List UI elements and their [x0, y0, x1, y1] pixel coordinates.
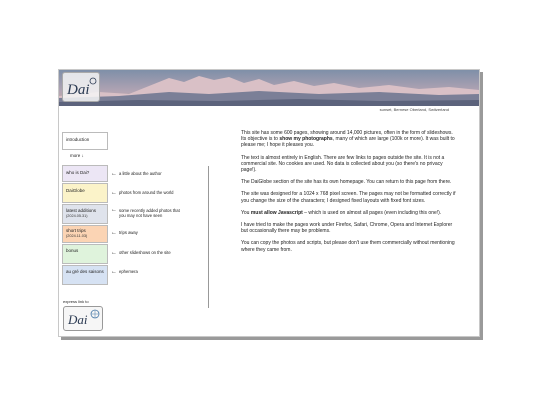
note-latest-additions-text: some recently added photos that you may not have seen: [119, 208, 180, 218]
para-overview-emphasis: show my photographs: [279, 136, 333, 143]
para-javascript-emphasis: must allow Javascript: [250, 209, 303, 216]
daiglobe-express-logo[interactable]: [63, 306, 103, 331]
svg-text:Dai: Dai: [67, 82, 90, 98]
para-overview-text-end: , many of which are large (100k or more). It was built to please me; I hope it pleases you.: [241, 136, 455, 149]
para-language: The text is almost entirely in English. There are few links to pages outside the site. It is not a commercial site. No cookies are used. No data is collected about you (so there's no privacy page!).: [241, 154, 445, 174]
para-javascript-text: You: [241, 209, 251, 216]
banner-caption: sunset, Bernese Oberland, Switzerland: [379, 107, 449, 112]
para-browsers: I have tried to make the pages work under Firefox, Safari, Chrome, Opera and Internet Explorer but occasionally there may be problems.: [241, 222, 453, 235]
note-daiglobe: [111, 190, 173, 196]
more-link[interactable]: more ↓: [70, 153, 84, 158]
para-overview: [241, 130, 456, 149]
banner: [59, 70, 479, 106]
note-daiglobe-text: photos from around the world: [119, 190, 174, 195]
nav-daiglobe-label: DaiGlobe: [66, 188, 85, 193]
note-au-gre-des-saisons: [111, 269, 138, 275]
left-arrow-icon: ←: [111, 230, 117, 236]
note-au-gre-des-saisons-text: ephemera: [119, 269, 138, 274]
left-arrow-icon: ←: [111, 190, 117, 196]
intro-text: [241, 130, 456, 259]
left-arrow-icon: ←: [111, 250, 117, 256]
nav-introduction[interactable]: [62, 132, 108, 150]
dai-logo[interactable]: [62, 72, 100, 102]
para-daiglobe: The DaiGlobe section of the site has its own homepage. You can return to this page from there.: [241, 179, 452, 186]
left-arrow-icon: ←: [111, 207, 117, 213]
nav-au-gre-des-saisons[interactable]: [62, 265, 108, 285]
nav-daiglobe[interactable]: [62, 183, 108, 203]
left-arrow-icon: ←: [111, 269, 117, 275]
note-short-trips: [111, 230, 138, 236]
svg-text:Dai: Dai: [68, 312, 88, 327]
nav-bonus[interactable]: [62, 244, 108, 264]
column-divider: [208, 166, 209, 308]
para-screen-size: The site was designed for a 1024 x 768 pixel screen. The pages may not be formatted correctly if you change the size of the characters; I designed fixed layouts with fixed font sizes.: [241, 191, 456, 204]
nav-who-is-dai[interactable]: [62, 165, 108, 182]
nav-short-trips-date: (2024.11.03): [66, 233, 88, 238]
nav-who-is-dai-label: who is Dai?: [66, 170, 90, 175]
nav-latest-additions-date: (2024.05.31): [66, 213, 88, 218]
nav-bonus-label: bonus: [66, 248, 79, 253]
note-who-is-dai-text: a little about the author: [119, 171, 162, 176]
note-latest-additions: [111, 208, 186, 218]
nav-latest-additions[interactable]: [62, 204, 108, 224]
para-overview-text: This site has some 600 pages, showing around 14,000 pictures, often in the form of slideshows. Its objective is to: [241, 130, 453, 143]
note-who-is-dai: [111, 171, 162, 177]
nav-short-trips[interactable]: [62, 225, 108, 243]
left-arrow-icon: ←: [111, 171, 117, 177]
page-frame: [58, 69, 480, 337]
para-javascript: [241, 210, 456, 216]
nav-latest-additions-label: latest additions: [66, 208, 97, 213]
note-bonus-text: other slideshows on the site: [119, 250, 171, 255]
note-bonus: [111, 250, 171, 256]
para-javascript-text-end: – which is used on almost all pages (even including this one!).: [302, 209, 442, 216]
nav-introduction-label: introduction: [66, 137, 90, 142]
nav-short-trips-label: short trips: [66, 228, 86, 233]
para-copyright: You can copy the photos and scripts, but please don't use them commercially without mentioning where they came from.: [241, 240, 455, 253]
express-link-label: express link to: [63, 299, 89, 304]
mountain-banner-image: [59, 70, 479, 106]
nav-au-gre-des-saisons-label: au gré des saisons: [66, 269, 104, 274]
note-short-trips-text: trips away: [119, 230, 138, 235]
